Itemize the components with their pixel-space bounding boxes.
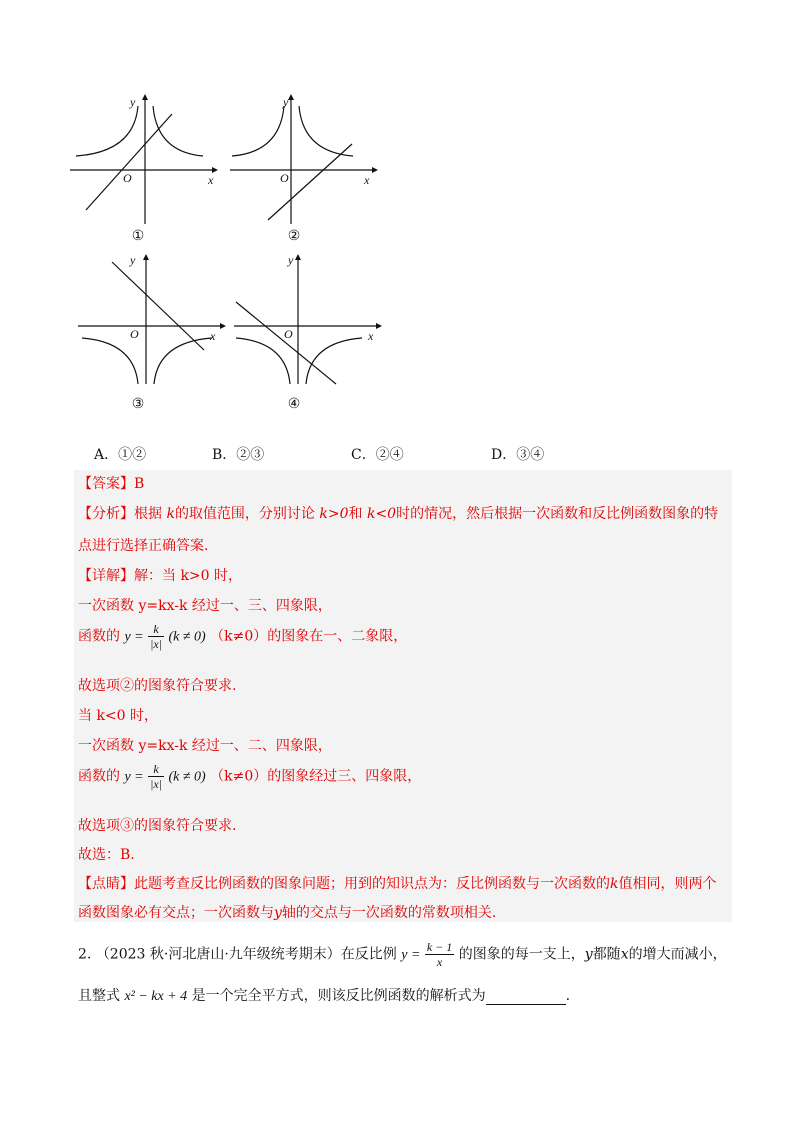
analysis-text: 时的情况，然后根据一次函数和反比例函数图象的特: [396, 506, 719, 522]
detail-line-9: 故选：B.: [78, 847, 135, 863]
formula-lhs: y =: [401, 947, 421, 963]
fraction-denominator: x: [436, 955, 443, 969]
answer-tag: 【答案】: [78, 476, 134, 492]
linear-function-line: [236, 302, 336, 384]
formula-condition: (k ≠ 0): [168, 769, 206, 785]
answer-line: [78, 473, 144, 493]
detail-text: （k≠0）的图象在一、二象限，: [210, 628, 408, 645]
detail-tag: 【详解】: [78, 568, 134, 584]
choice-a[interactable]: A．①②: [94, 447, 147, 463]
detail-line-2: 一次函数 y=kx-k 经过一、三、四象限，: [78, 598, 332, 614]
analysis-text: 和: [348, 506, 363, 522]
analysis-tag: 【分析】: [78, 506, 134, 522]
fraction-numerator: k − 1: [426, 940, 453, 954]
detail-text: 解：当 k>0 时，: [134, 568, 243, 584]
detail-line-4: 故选项②的图象符合要求.: [78, 678, 237, 694]
graph-2-caption: ②: [287, 228, 301, 244]
detail-text: 函数的: [78, 628, 120, 645]
detail-line-1: [78, 565, 242, 585]
formula-fraction: [148, 762, 164, 791]
fraction-numerator: k: [148, 762, 164, 777]
comment-line-1: [78, 873, 716, 893]
graph-option-2: [228, 92, 378, 236]
graph-2-svg: [228, 92, 378, 232]
comment-k: k: [610, 876, 619, 892]
y-axis-label: y: [283, 95, 289, 109]
detail-line-8: 故选项③的图象符合要求.: [78, 818, 237, 834]
hyperbola-branch: [306, 338, 362, 384]
question-2-line-1: [78, 940, 727, 969]
formula-lhs: y =: [124, 629, 144, 645]
detail-line-7: [78, 762, 421, 791]
origin-label: O: [130, 327, 139, 341]
detail-line-3: [78, 622, 407, 651]
detail-text: 函数的: [78, 768, 120, 785]
y-axis-label: y: [130, 253, 136, 267]
choice-c[interactable]: C．②④: [351, 447, 404, 463]
graph-3-svg: [76, 252, 226, 392]
graph-option-3: [76, 252, 226, 396]
y-axis-label: y: [288, 253, 294, 267]
hyperbola-branch: [236, 338, 290, 384]
graph-1-svg: [68, 92, 218, 232]
comment-text: 此题考查反比例函数的图象问题；用到的知识点为：反比例函数与一次函数的: [134, 876, 610, 892]
answer-blank[interactable]: [486, 990, 566, 1005]
hyperbola-branch: [232, 106, 284, 156]
x-axis-label: x: [368, 329, 374, 343]
formula-fraction: [425, 940, 454, 969]
analysis-k: k: [166, 506, 175, 522]
detail-text: （k≠0）的图象经过三、四象限，: [210, 768, 422, 785]
analysis-line-1: [78, 503, 718, 523]
question-text: 是一个完全平方式，则该反比例函数的解析式为: [191, 988, 486, 1004]
linear-function-line: [112, 262, 204, 350]
hyperbola-branch: [153, 106, 203, 156]
origin-label: O: [284, 327, 293, 341]
comment-text: 函数图象必有交点；一次函数与: [78, 905, 274, 921]
linear-function-line: [86, 114, 172, 210]
analysis-line-2: 点进行选择正确答案.: [78, 538, 209, 554]
question-end: .: [565, 988, 571, 1004]
graph-4-caption: ④: [287, 396, 301, 412]
choice-d[interactable]: D．③④: [491, 447, 545, 463]
question-text: 且整式: [78, 988, 120, 1004]
y-axis-label: y: [130, 95, 136, 109]
formula-condition: (k ≠ 0): [168, 629, 206, 645]
comment-y: y: [274, 905, 282, 921]
analysis-k-positive: k>0: [319, 506, 349, 522]
analysis-text: 的取值范围，分别讨论: [174, 506, 315, 522]
hyperbola-branch: [76, 106, 138, 156]
hyperbola-branch: [154, 338, 212, 384]
x-axis-label: x: [364, 173, 370, 187]
x-axis-label: x: [210, 329, 216, 343]
polynomial: x² − kx + 4: [124, 989, 188, 1004]
formula-fraction: [148, 622, 164, 651]
graph-option-1: [68, 92, 218, 236]
graph-4-svg: [232, 252, 382, 392]
question-source: （2023 秋·河北唐山·九年级统考期末）在反比例: [95, 946, 397, 963]
var-y: y: [584, 946, 593, 963]
analysis-k-negative: k<0: [366, 506, 397, 522]
question-number: 2.: [78, 946, 92, 963]
graph-3-caption: ③: [131, 396, 145, 412]
fraction-numerator: k: [148, 622, 164, 637]
detail-line-6: 一次函数 y=kx-k 经过一、二、四象限，: [78, 738, 332, 754]
x-axis-label: x: [208, 173, 214, 187]
hyperbola-branch: [82, 338, 138, 384]
var-x: x: [620, 946, 629, 963]
origin-label: O: [123, 171, 132, 185]
analysis-text: 根据: [134, 506, 162, 522]
comment-text: 轴的交点与一次函数的常数项相关.: [281, 905, 497, 921]
question-text: 的图象的每一支上，: [458, 946, 585, 963]
fraction-denominator: |x|: [150, 637, 163, 651]
hyperbola-branch: [299, 106, 353, 156]
question-text: 的增大而减小，: [628, 946, 727, 963]
comment-line-2: [78, 902, 496, 922]
origin-label: O: [280, 171, 289, 185]
detail-line-5: 当 k<0 时，: [78, 708, 159, 724]
question-2-line-2: [78, 985, 570, 1005]
question-text: 都随: [592, 946, 621, 963]
graph-option-4: [232, 252, 382, 396]
graph-1-caption: ①: [131, 228, 145, 244]
comment-tag: 【点睛】: [78, 876, 134, 892]
choice-b[interactable]: B．②③: [212, 447, 265, 463]
formula-lhs: y =: [124, 769, 144, 785]
fraction-denominator: |x|: [150, 777, 163, 791]
answer-value: B: [134, 476, 145, 492]
comment-text: 值相同，则两个: [618, 876, 717, 892]
